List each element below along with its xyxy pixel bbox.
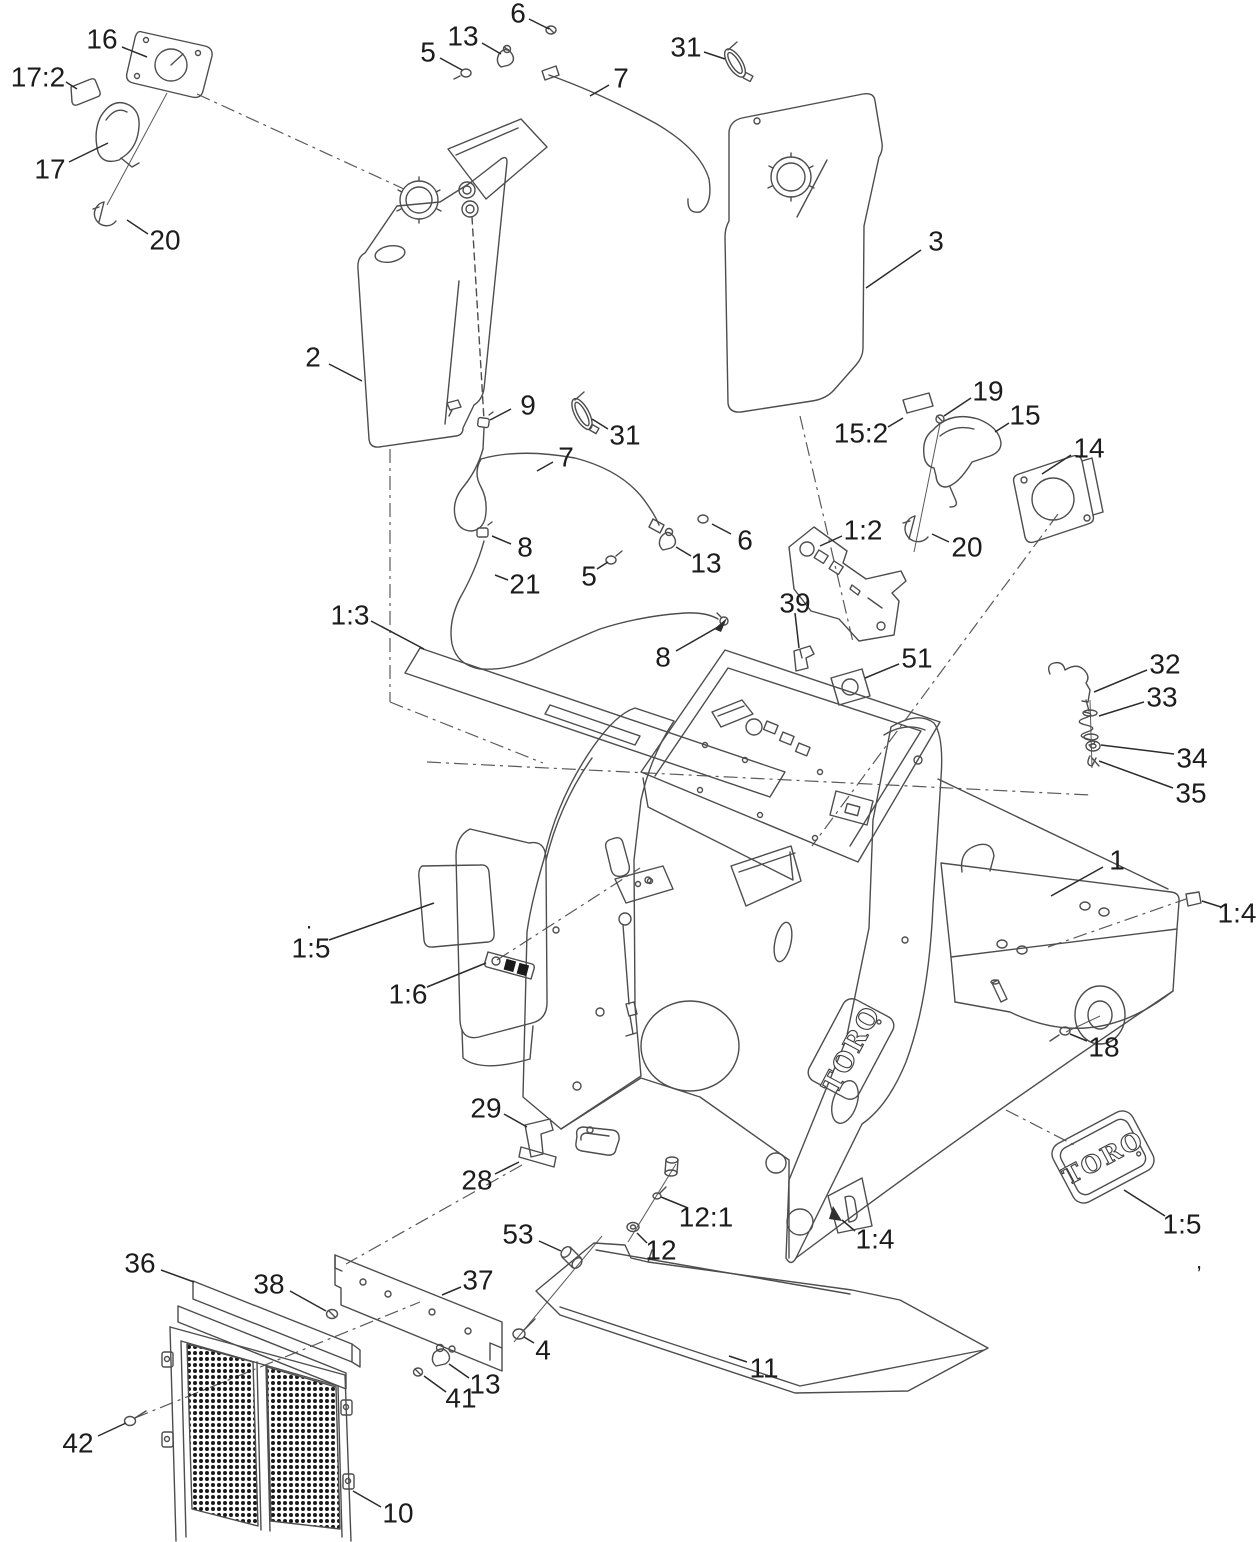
leader-line-9 [490,409,511,420]
leader-line-6 [712,524,731,534]
part-label-13: 13 [469,1368,501,1400]
part-28-strip [519,1147,556,1167]
part-label-9: 9 [520,389,536,421]
part-label-17: 17 [34,153,66,185]
part-18-screw [1050,1027,1070,1041]
part-label-13: 13 [447,20,479,52]
part-label-37: 37 [462,1264,494,1296]
part-label-53: 53 [502,1218,534,1250]
toro-logo-text: TORO [816,1000,888,1099]
part-39-clip [794,646,814,671]
part-label-51: 51 [901,642,933,674]
part-label-13: 13 [690,547,722,579]
stray-mark: . [305,908,313,934]
leader-line-2 [329,364,362,381]
leader-line-31 [704,52,725,59]
part-17-2-spacer [71,79,100,105]
leader-line-31 [592,419,608,429]
part-42-screw [125,1411,147,1426]
leader-line-8 [676,627,718,651]
part-label-38: 38 [253,1268,285,1300]
stray-mark: , [1195,1248,1203,1274]
leader-line-10 [353,1491,381,1507]
leader-line-1:6 [427,963,486,987]
part-label-36: 36 [124,1247,156,1279]
part-15-bracket [924,417,1001,507]
part-label-16: 16 [86,23,118,55]
part-16-cap-plate [127,32,213,98]
part-label-8: 8 [655,641,671,673]
leader-line-20 [932,534,949,542]
part-label-1:3: 1:3 [330,599,370,631]
part-38-screw [327,1310,338,1319]
toro-logo-text: TORO [1057,1124,1149,1191]
part-label-5: 5 [420,36,436,68]
leader-line-15 [995,423,1009,432]
leader-line-7 [590,85,609,96]
leader-line-6 [529,19,549,29]
part-label-1:2: 1:2 [843,514,883,546]
leader-line-1:3 [371,621,424,649]
part-label-31: 31 [670,31,702,63]
part-label-14: 14 [1073,432,1105,464]
leader-line-13 [449,1364,469,1378]
part-2-fuel-tank-left [358,158,507,448]
leader-line-16 [122,47,147,57]
leader-line-1:5 [329,903,434,940]
part-33-spring [1079,710,1098,745]
part-10-screen [162,1306,354,1541]
leader-line-51 [865,664,899,678]
part-label-5: 5 [581,560,597,592]
part-29-bracket [525,1119,553,1157]
leader-line-8 [492,536,511,544]
part-31-cable-tie-mid [568,392,599,434]
part-label-1: 1 [1109,844,1125,876]
leader-line-19 [944,398,971,416]
part-label-19: 19 [972,375,1004,407]
part-label-32: 32 [1149,648,1181,680]
part-label-2: 2 [305,341,321,373]
toro-decal-bottom-right [1048,1107,1158,1208]
part-label-7: 7 [613,62,629,94]
toro-decal-frame [804,994,898,1104]
part-label-7: 7 [558,441,574,473]
part-label-15:2: 15:2 [833,417,889,449]
part-label-8: 8 [517,531,533,563]
leader-line-3 [866,250,921,288]
leader-line-21 [495,575,508,580]
leader-line-1:5 [1124,1190,1165,1216]
part-1-3-strip-decal [405,648,785,797]
part-label-1:4: 1:4 [855,1223,895,1255]
part-14-cap-plate [1014,456,1103,543]
leader-line-36 [161,1270,194,1282]
part-label-41: 41 [445,1382,477,1414]
leader-line-13 [676,547,691,556]
part-label-33: 33 [1146,681,1178,713]
leader-line-5 [597,562,608,569]
part-label-17:2: 17:2 [10,61,66,93]
leader-line-34 [1101,745,1174,754]
leader-line-41 [424,1376,446,1392]
part-5-screw-top [454,69,471,79]
part-label-35: 35 [1175,777,1207,809]
part-label-1:5: 1:5 [291,932,331,964]
leader-line-1 [1051,867,1103,896]
part-label-42: 42 [62,1427,94,1459]
part-label-11: 11 [749,1352,779,1384]
part-label-28: 28 [461,1164,493,1196]
part-label-10: 10 [382,1497,414,1529]
part-label-1:4: 1:4 [1217,897,1257,929]
part-label-6: 6 [737,524,753,556]
part-label-20: 20 [149,224,181,256]
leader-line-20 [127,220,148,234]
leader-line-42 [98,1423,126,1436]
part-label-1:5: 1:5 [1162,1208,1202,1240]
part-13-clamp-top [497,46,513,68]
part-12-1-spacer [653,1157,678,1199]
part-6-nut-top [546,26,556,34]
leader-line-32 [1094,670,1147,692]
leader-line-29 [504,1114,527,1127]
part-4-screw [513,1319,535,1339]
part-label-21: 21 [509,568,541,600]
hose-loop-and-21 [451,449,728,669]
leader-line-37 [442,1287,461,1295]
part-3-fuel-tank-right [725,94,882,412]
part-label-3: 3 [928,225,944,257]
part-label-12:1: 12:1 [678,1201,734,1233]
part-label-12: 12 [645,1234,677,1266]
leader-line-53 [539,1241,561,1251]
part-label-15: 15 [1009,399,1041,431]
part-20-clamp-right [903,516,928,542]
dipstick-assembly [459,182,493,449]
part-label-4: 4 [535,1334,551,1366]
part-35-cotter-pin [1088,756,1099,766]
leader-line-35 [1099,761,1173,788]
part-34-washer [1086,741,1100,751]
part-32-rod [1049,663,1090,711]
leader-line-28 [495,1162,519,1174]
callout-layer [11,0,1257,1529]
part-53-spacer [559,1245,584,1270]
part-label-1:6: 1:6 [388,978,428,1010]
part-label-6: 6 [510,0,526,29]
frame-pad [576,1127,619,1155]
part-41-screw [414,1368,423,1376]
part-label-39: 39 [779,587,811,619]
part-20-clamp-left [93,202,116,226]
part-label-20: 20 [951,531,983,563]
part-label-18: 18 [1088,1031,1120,1063]
leader-line-5 [440,58,462,70]
part-label-29: 29 [470,1092,502,1124]
part-label-31: 31 [609,419,641,451]
leader-line-33 [1099,702,1144,716]
leader-line-13 [482,43,501,54]
leader-line-15:2 [888,418,903,427]
leader-line-11 [729,1356,747,1362]
part-31-cable-tie-top [721,42,753,82]
leader-line-4 [524,1337,534,1343]
construction-lines [135,94,1186,1418]
part-15-2-spacer [903,393,933,413]
leader-line-38 [290,1291,326,1311]
part-1-4-square-decal-right [1186,892,1201,906]
part-label-34: 34 [1176,742,1208,774]
leader-line-7 [537,462,553,471]
